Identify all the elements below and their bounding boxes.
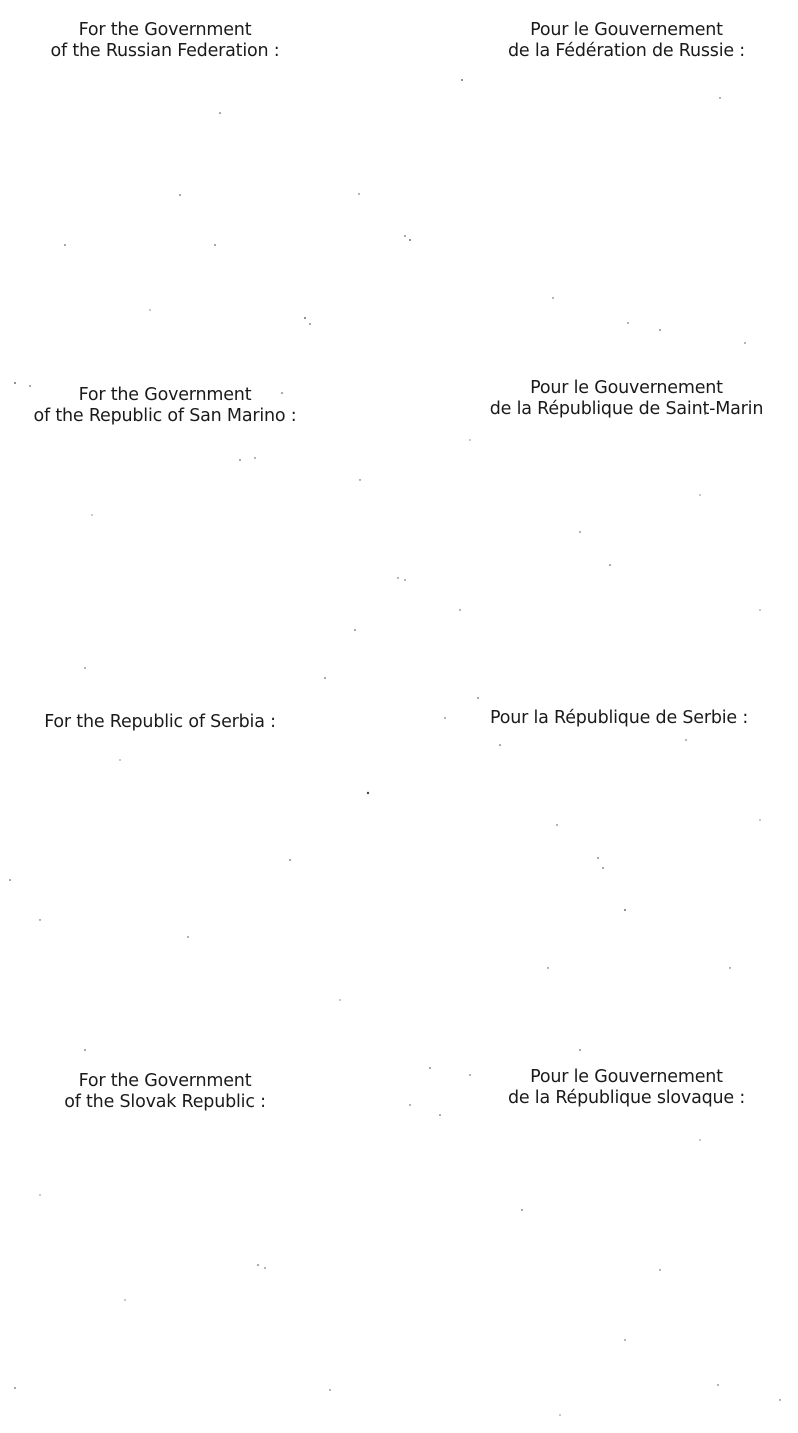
caption-line: Pour le Gouvernement [530,20,723,40]
signature-caption-san-marino-en [0,385,330,427]
signature-caption-serbia-en [10,712,310,733]
signature-caption-russia-fr [455,20,798,62]
caption-line: Pour le Gouvernement [530,1067,723,1087]
caption-line: For the Government [78,385,252,405]
signature-caption-san-marino-fr [455,378,798,420]
signature-caption-slovakia-fr [455,1067,798,1109]
caption-line: of the Russian Federation : [50,41,280,61]
signature-caption-slovakia-en [0,1071,330,1113]
caption-line: For the Government [78,1071,252,1091]
caption-line: Pour la République de Serbie : [490,708,749,728]
caption-line: de la Fédération de Russie : [508,41,745,61]
signature-caption-serbia-fr [490,708,798,729]
caption-line: For the Republic of Serbia : [44,712,276,732]
signature-caption-russia-en [0,20,330,62]
caption-line: de la République de Saint-Marin [489,399,764,419]
caption-line: of the Slovak Republic : [64,1092,266,1112]
caption-line: Pour le Gouvernement [530,378,723,398]
caption-line: of the Republic of San Marino : [33,406,297,426]
caption-line: de la République slovaque : [507,1088,746,1108]
caption-line: For the Government [78,20,252,40]
